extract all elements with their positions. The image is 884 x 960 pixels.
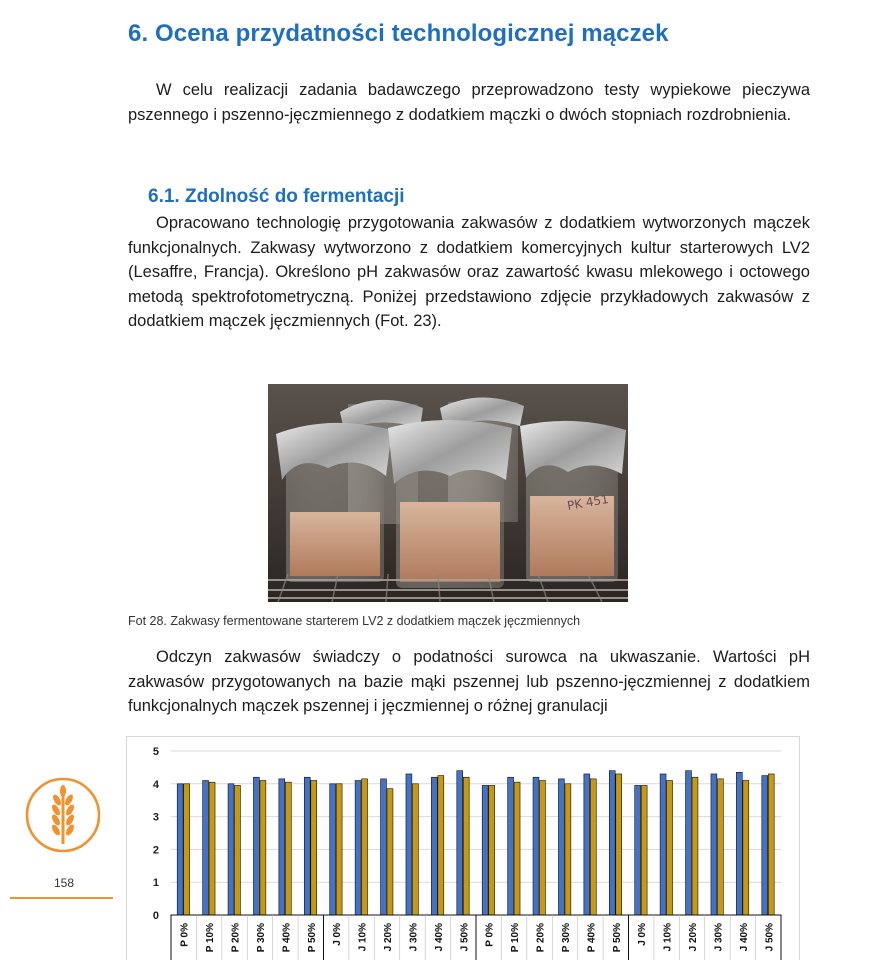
x-tick-label: J 20% [383,923,395,952]
x-tick-label: P 20% [535,923,547,953]
photo-caption: Fot 28. Zakwasy fermentowane starterem LV2 z dodatkiem mączek jęczmiennych [128,614,581,628]
bar-series-1 [228,784,234,915]
y-tick-label: 0 [152,910,159,922]
x-tick-label: P 10% [510,923,522,953]
y-tick-label: 4 [152,778,159,791]
x-tick-label: J 10% [357,923,369,952]
x-tick-label: P 30% [560,923,572,953]
bar-series-2 [336,784,342,915]
page-title: 6. Ocena przydatności technologicznej mączek [128,20,669,47]
bar-series-2 [489,785,495,915]
bar-series-2 [743,781,749,915]
bar-series-2 [616,774,622,915]
x-tick-label: J 0% [637,923,649,946]
bar-series-2 [387,789,393,915]
bar-series-1 [635,785,641,915]
bar-series-1 [686,771,692,915]
bar-series-2 [311,781,317,915]
x-tick-label: J 50% [459,923,471,952]
bar-series-2 [463,777,469,915]
y-tick-label: 1 [152,877,159,890]
ph-bar-chart [126,736,800,960]
y-tick-label: 5 [152,746,159,758]
x-tick-label: J 40% [738,923,750,952]
bar-series-1 [177,784,183,915]
bar-series-1 [736,772,742,915]
wheat-logo-icon [24,776,102,854]
x-tick-label: P 40% [281,923,293,953]
x-tick-label: P 20% [230,923,242,953]
x-tick-label: J 10% [662,923,674,952]
bar-series-2 [285,782,291,915]
bar-series-2 [768,774,774,915]
y-tick-label: 2 [152,844,159,857]
bar-series-1 [660,774,666,915]
x-tick-label: P 30% [255,923,267,953]
chart-svg [127,737,799,960]
sourdough-jars-photo [268,384,628,602]
x-tick-label: P 40% [586,923,598,953]
bar-series-1 [558,779,564,915]
x-tick-label: P 0% [179,923,191,947]
bar-series-2 [514,782,520,915]
section-heading: 6.1. Zdolność do fermentacji [148,186,405,207]
bar-series-1 [203,781,209,915]
bar-series-1 [482,785,488,915]
x-tick-label: P 50% [611,923,623,953]
bar-series-1 [457,771,463,915]
x-tick-label: J 50% [764,923,776,952]
intro-paragraph: W celu realizacji zadania badawczego przeprowadzono testy wypiekowe pieczywa pszennego i pszenno-jęczmiennego z dodatkiem mączki o dwóch stopniach rozdrobnienia. [128,81,810,124]
bar-series-2 [260,781,266,915]
x-tick-label: J 20% [688,923,700,952]
x-tick-label: J 0% [332,923,344,946]
after-paragraph: Odczyn zakwasów świadczy o podatności surowca na ukwaszanie. Wartości pH zakwasów przygotowanych na bazie mąki pszennej lub pszenno-jęczmiennej z dodatkiem funkcjonalnych mączek pszennej i jęczmiennej o różnej granulacji [128,648,810,715]
bar-series-2 [692,777,698,915]
section-paragraph: Opracowano technologię przygotowania zakwasów z dodatkiem wytworzonych mączek funkcjonalnych. Zakwasy wytworzono z dodatkiem komercyjnych kultur starterowych LV2 (Lesaffre, Francja). Określono pH zakwasów oraz zawartość kwasu mlekowego i octowego metodą spektrofotometryczną. Poniżej przedstawiono zdjęcie przykładowych zakwasów z dodatkiem mączek jęczmiennych (Fot. 23). [128,214,810,330]
bar-series-1 [711,774,717,915]
bar-series-1 [279,779,285,915]
bar-series-2 [209,782,215,915]
bar-series-1 [304,777,310,915]
bar-series-1 [584,774,590,915]
bar-series-2 [438,776,444,915]
bar-series-2 [412,784,418,915]
jar-label: PK 451 [566,491,610,513]
x-tick-label: P 0% [484,923,496,947]
bar-series-2 [235,785,241,915]
bar-series-2 [184,784,190,915]
bar-series-1 [609,771,615,915]
bar-series-2 [565,784,571,915]
x-tick-label: J 40% [433,923,445,952]
x-tick-label: J 30% [408,923,420,952]
bar-series-1 [762,776,768,915]
y-tick-label: 3 [152,811,159,824]
bar-series-1 [330,784,336,915]
bar-series-1 [355,781,361,915]
bar-series-2 [641,785,647,915]
bar-series-2 [590,779,596,915]
bar-series-1 [406,774,412,915]
bar-series-1 [253,777,259,915]
x-tick-label: P 10% [205,923,217,953]
x-tick-label: J 30% [713,923,725,952]
bar-series-1 [381,779,387,915]
page-number: 158 [53,876,75,890]
bar-series-2 [362,779,368,915]
bar-series-1 [508,777,514,915]
bar-series-1 [431,777,437,915]
bar-series-1 [533,777,539,915]
bar-series-2 [667,781,673,915]
bar-series-2 [717,779,723,915]
bar-series-2 [540,781,546,915]
footer-rule [10,897,113,899]
x-tick-label: P 50% [306,923,318,953]
